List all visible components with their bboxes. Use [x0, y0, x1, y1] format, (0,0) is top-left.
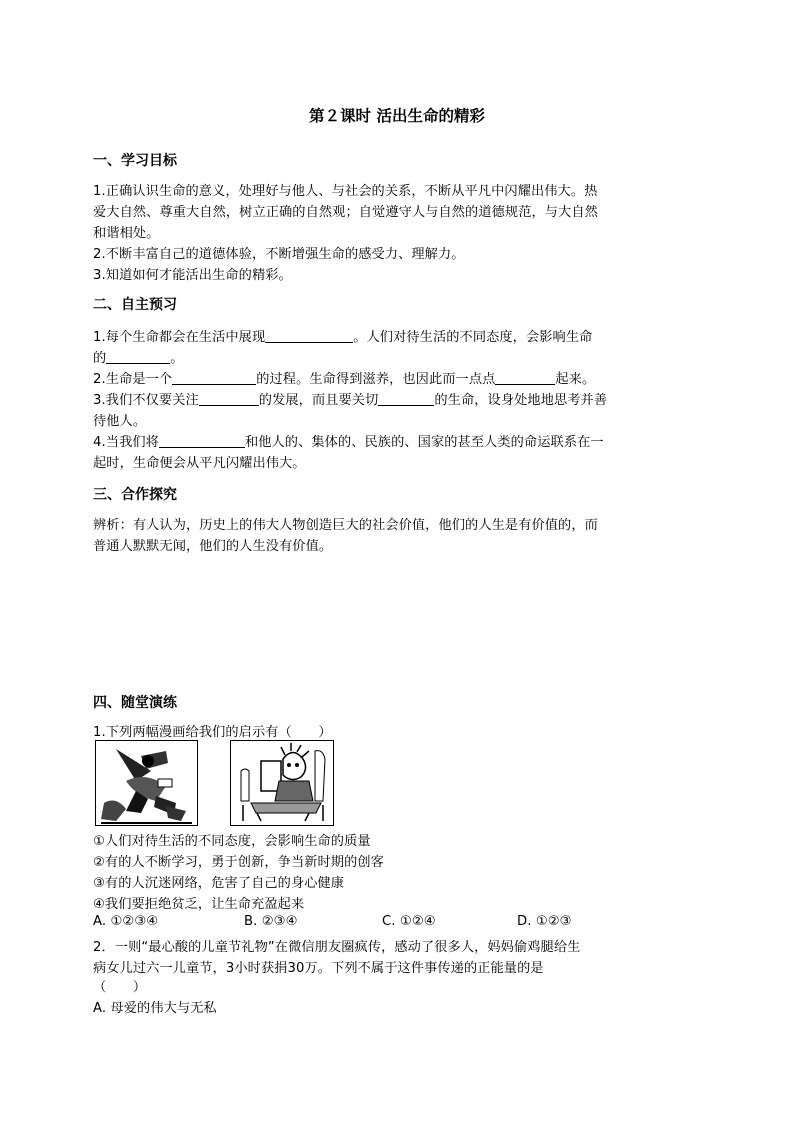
question-text: 4.当我们将 — [93, 435, 159, 450]
objective-line: 3.知道如何才能活出生命的精彩。 — [93, 268, 292, 283]
preview-question-4 — [93, 431, 604, 450]
preview-question-1 — [93, 326, 592, 345]
page-title: 第２课时 活出生命的精彩 — [309, 106, 485, 125]
cartoon-image-right — [230, 740, 334, 826]
statement-option: ②有的人不断学习，勇于创新，争当新时期的创客 — [93, 855, 384, 870]
answer-blank[interactable] — [199, 391, 259, 406]
practice-question-1: 1.下列两幅漫画给我们的启示有（ ） — [93, 725, 332, 740]
practice-question-2-line: 病女儿过六一儿童节，3小时获捐30万。下列不属于这件事传递的正能量的是 — [93, 961, 544, 976]
question-text: 的 — [93, 351, 107, 366]
answer-blank[interactable] — [106, 349, 170, 364]
question-text: 的生命，设身处地地思考并善 — [434, 393, 608, 408]
statement-option: ①人们对待生活的不同态度，会影响生命的质量 — [93, 834, 371, 849]
question-text: 2.生命是一个 — [93, 372, 173, 387]
preview-question-3 — [93, 389, 607, 408]
answer-blank[interactable] — [265, 328, 353, 343]
preview-question-4-cont: 起时，生命便会从平凡闪耀出伟大。 — [93, 456, 306, 471]
preview-question-3-cont: 待他人。 — [93, 414, 147, 429]
question-text: 1.每个生命都会在生活中展现 — [93, 330, 266, 345]
cartoon-image-left — [95, 740, 198, 826]
section-heading-objectives: 一、学习目标 — [93, 153, 177, 169]
section-heading-preview: 二、自主预习 — [93, 297, 177, 313]
statement-option: ④我们要拒绝贫乏，让生命充盈起来 — [93, 897, 305, 912]
section-heading-practice: 四、随堂演练 — [93, 695, 177, 711]
question-text: 起来。 — [555, 372, 596, 387]
cartoon-right-drawing — [231, 741, 333, 825]
statement-option: ③有的人沉迷网络，危害了自己的身心健康 — [93, 876, 345, 891]
cartoon-left-drawing — [96, 741, 197, 825]
practice-question-2-line: 2．一则“最心酸的儿童节礼物”在微信朋友圈疯传，感动了很多人，妈妈偷鸡腿给生 — [93, 940, 581, 955]
objective-line: 2.不断丰富自己的道德体验，不断增强生命的感受力、理解力。 — [93, 247, 465, 262]
objective-line: 和谐相处。 — [93, 226, 160, 241]
choice-a[interactable]: A. ①②③④ — [93, 914, 159, 929]
choice-b[interactable]: B. ②③④ — [244, 914, 298, 929]
question-text: 和他人的、集体的、民族的、国家的甚至人类的命运联系在一 — [244, 435, 604, 450]
preview-question-2 — [93, 368, 595, 387]
question-text: 3.我们不仅要关注 — [93, 393, 199, 408]
objective-line: 爱大自然、尊重大自然，树立正确的自然观；自觉遵守人与自然的道德规范，与大自然 — [93, 205, 598, 220]
practice-question-2-line: （ ） — [93, 980, 147, 995]
question-text: 。人们对待生活的不同态度，会影响生命 — [353, 330, 593, 345]
practice-question-2-option-a[interactable]: A. 母爱的伟大与无私 — [93, 1001, 217, 1016]
answer-blank[interactable] — [172, 370, 256, 385]
section-heading-inquiry: 三、合作探究 — [93, 487, 177, 503]
answer-blank[interactable] — [495, 370, 555, 385]
answer-blank[interactable] — [378, 391, 434, 406]
choice-c[interactable]: C. ①②④ — [382, 914, 436, 929]
choice-d[interactable]: D. ①②③ — [517, 914, 572, 929]
objective-line: 1.正确认识生命的意义，处理好与他人、与社会的关系，不断从平凡中闪耀出伟大。热 — [93, 184, 598, 199]
question-text: 的发展，而且要关切 — [258, 393, 379, 408]
inquiry-line: 辨析：有人认为，历史上的伟大人物创造巨大的社会价值，他们的人生是有价值的，而 — [93, 518, 598, 533]
answer-blank[interactable] — [159, 433, 245, 448]
question-text: 的过程。生命得到滋养，也因此而一点点 — [256, 372, 496, 387]
inquiry-line: 普通人默默无闻，他们的人生没有价值。 — [93, 539, 333, 554]
question-text: 。 — [170, 351, 184, 366]
preview-question-1-cont — [93, 347, 184, 366]
